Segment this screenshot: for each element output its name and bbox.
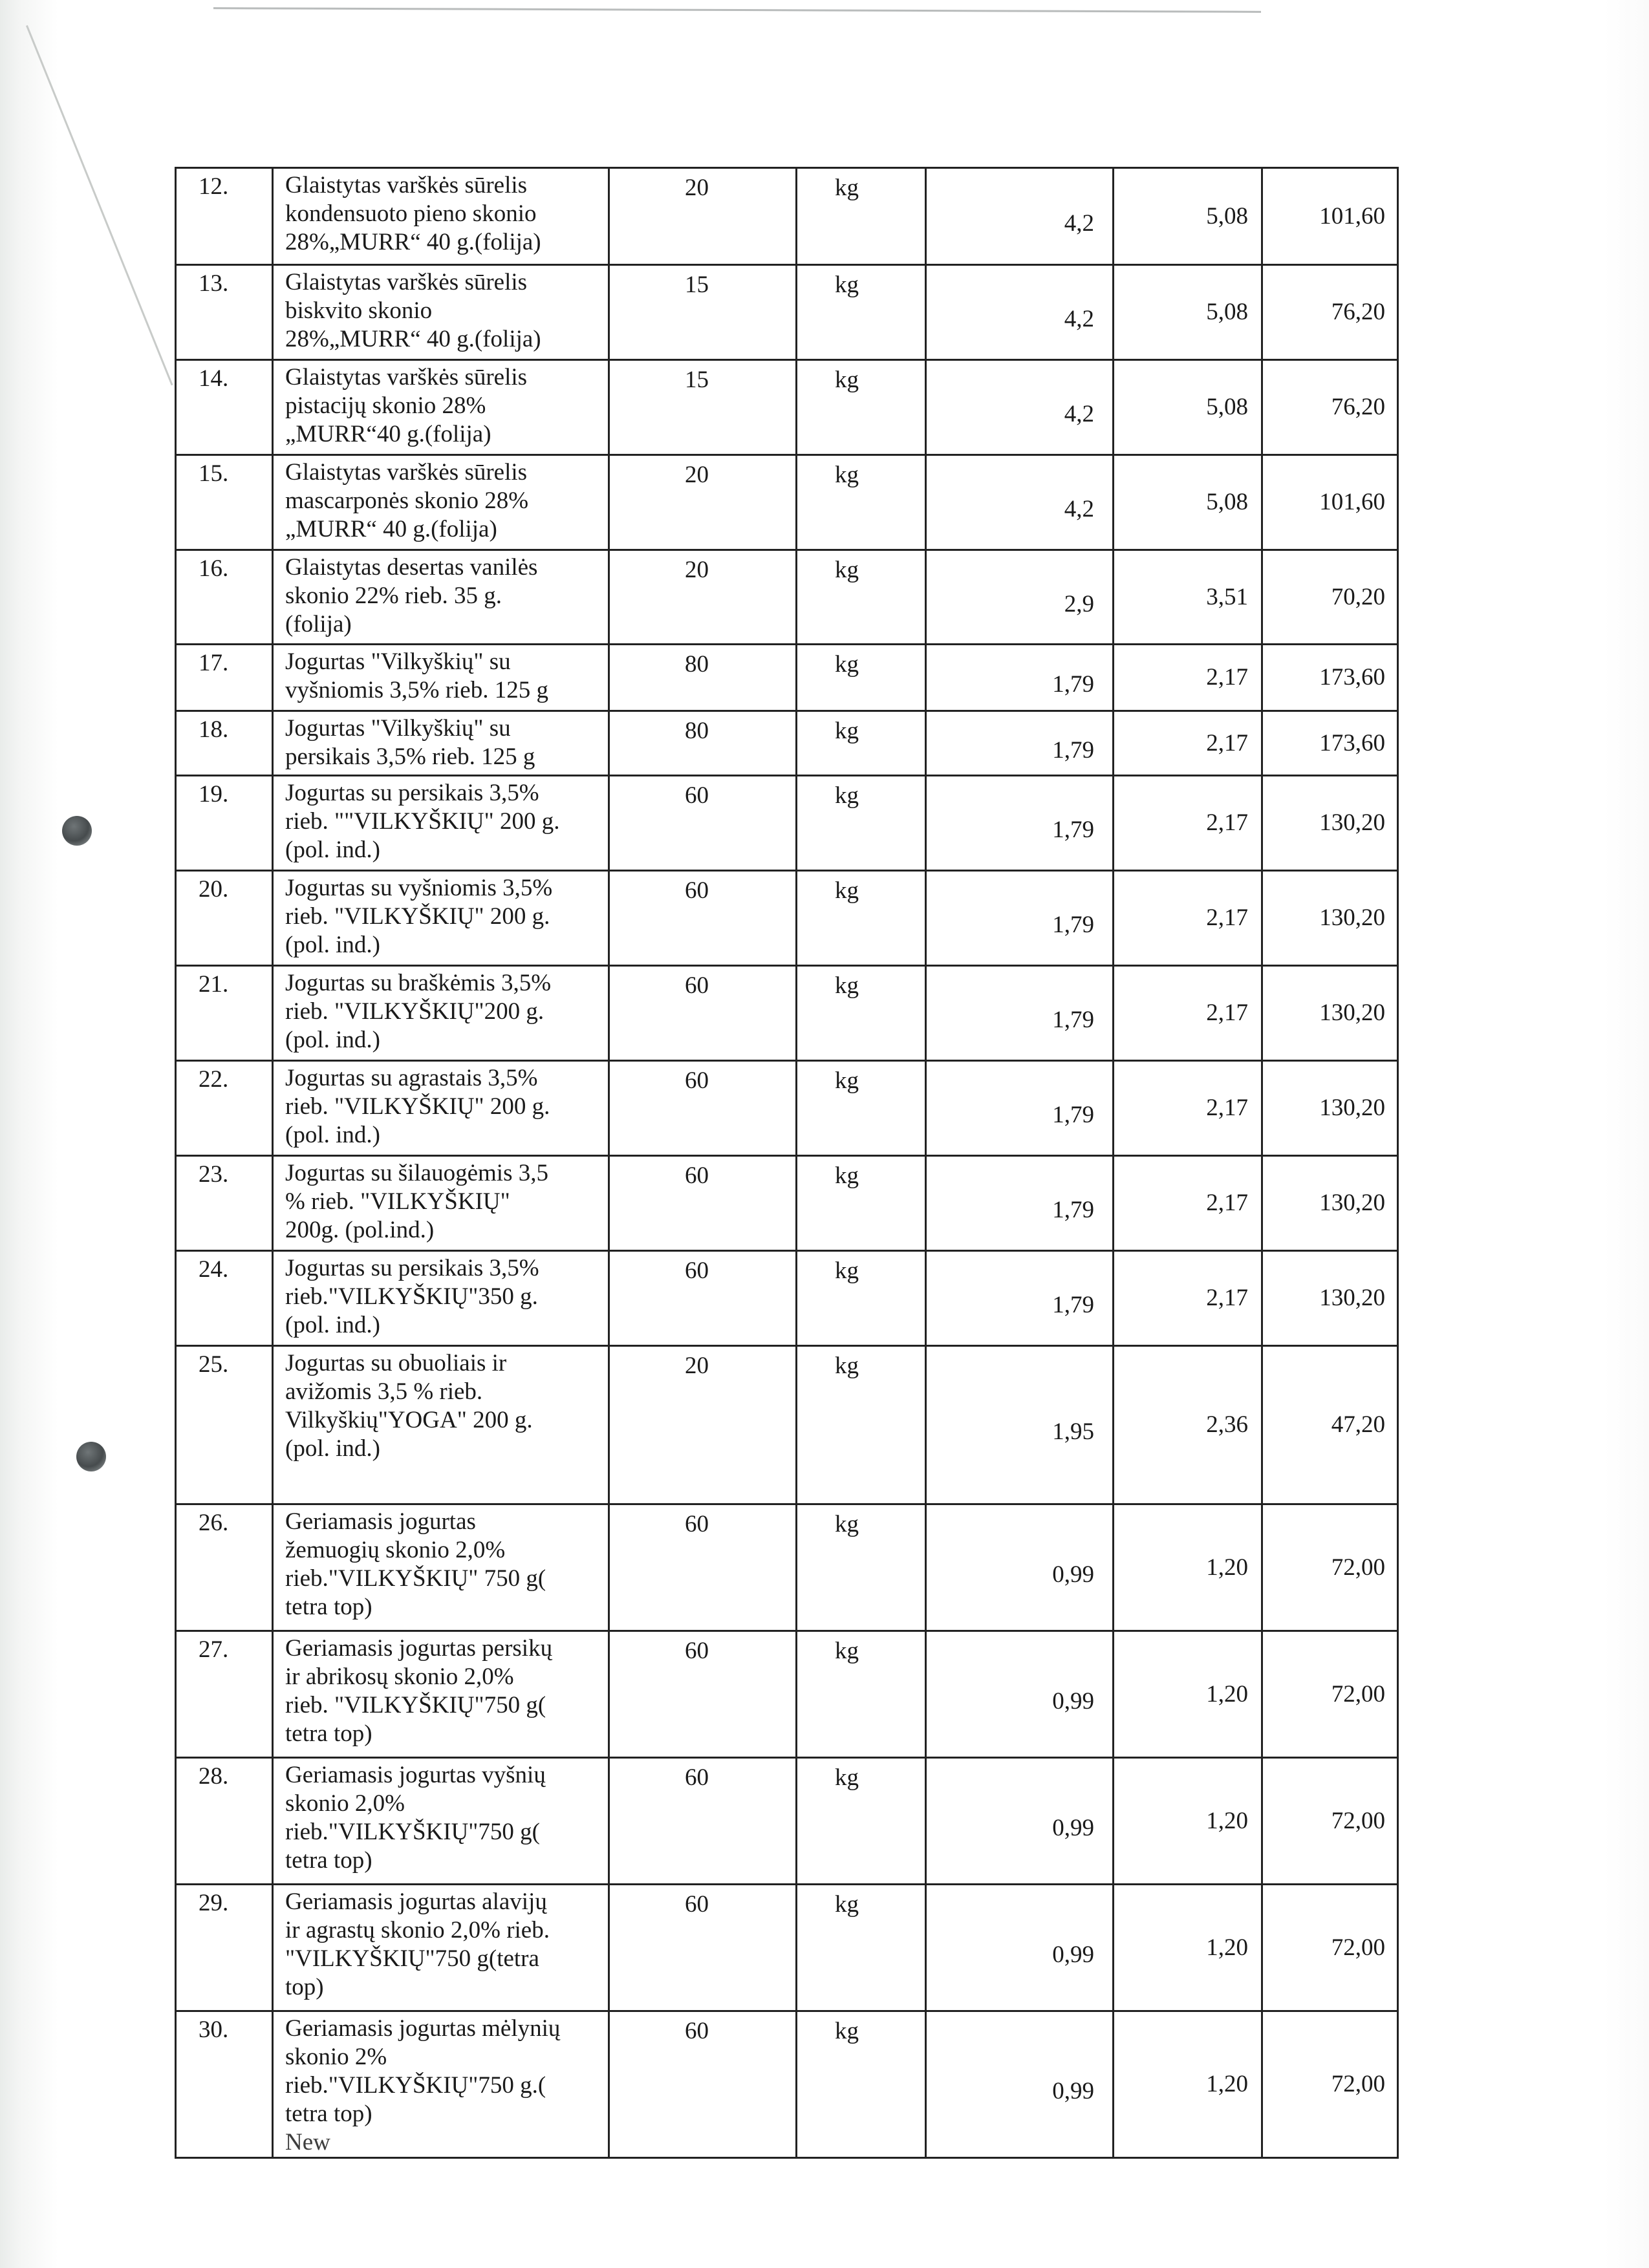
unit: kg [797, 360, 926, 455]
product-description-text: Jogurtas "Vilkyškių" su vyšniomis 3,5% rieb. 125 g [285, 648, 548, 703]
row-number: 12. [176, 168, 273, 265]
row-number: 14. [176, 360, 273, 455]
product-description [273, 711, 609, 776]
table-row [176, 455, 1398, 550]
unit: kg [797, 711, 926, 776]
unit-price: 1,79 [926, 966, 1114, 1061]
quantity: 20 [609, 550, 797, 645]
row-number: 26. [176, 1504, 273, 1631]
product-description-text: Glaistytas varškės sūrelis mascarponės skonio 28% „MURR“ 40 g.(folija) [285, 459, 529, 542]
table-row [176, 1251, 1398, 1346]
table-row [176, 2011, 1398, 2158]
unit-price: 4,2 [926, 455, 1114, 550]
price-with-vat: 5,08 [1114, 265, 1262, 360]
quantity: 60 [609, 1251, 797, 1346]
table-row [176, 550, 1398, 645]
row-number: 17. [176, 645, 273, 711]
row-number: 23. [176, 1156, 273, 1251]
quantity: 15 [609, 360, 797, 455]
unit: kg [797, 1251, 926, 1346]
product-description-text: Jogurtas su braškėmis 3,5% rieb. "VILKYŠKIŲ"200 g. (pol. ind.) [285, 970, 552, 1053]
product-description [273, 455, 609, 550]
price-with-vat: 1,20 [1114, 1631, 1262, 1758]
product-description-text: Jogurtas su šilauogėmis 3,5 % rieb. "VILKYŠKIŲ" 200g. (pol.ind.) [285, 1160, 548, 1243]
unit-price: 4,2 [926, 360, 1114, 455]
unit: kg [797, 871, 926, 966]
product-description-text: Jogurtas su persikais 3,5% rieb."VILKYŠKIŲ"350 g. (pol. ind.) [285, 1255, 539, 1338]
quantity: 80 [609, 711, 797, 776]
table-row [176, 168, 1398, 265]
unit: kg [797, 1156, 926, 1251]
table-row [176, 966, 1398, 1061]
scan-fold-line [26, 25, 173, 385]
unit-price: 4,2 [926, 168, 1114, 265]
total-amount: 130,20 [1262, 1156, 1398, 1251]
product-description-text: Glaistytas varškės sūrelis kondensuoto pieno skonio 28%„MURR“ 40 g.(folija) [285, 172, 541, 255]
table-row [176, 776, 1398, 871]
product-description-text: Geriamasis jogurtas žemuogių skonio 2,0% rieb."VILKYŠKIŲ" 750 g( tetra top) [285, 1508, 546, 1620]
punch-hole-icon [76, 1442, 106, 1471]
price-with-vat: 1,20 [1114, 1504, 1262, 1631]
quantity: 20 [609, 455, 797, 550]
unit-price: 0,99 [926, 1885, 1114, 2011]
row-number: 16. [176, 550, 273, 645]
row-number: 24. [176, 1251, 273, 1346]
unit: kg [797, 2011, 926, 2158]
quantity: 60 [609, 1061, 797, 1156]
product-description-text: Glaistytas desertas vanilės skonio 22% rieb. 35 g. (folija) [285, 554, 538, 637]
total-amount: 72,00 [1262, 1758, 1398, 1885]
row-number: 15. [176, 455, 273, 550]
quantity: 60 [609, 1758, 797, 1885]
total-amount: 173,60 [1262, 711, 1398, 776]
product-description [273, 1631, 609, 1758]
product-description [273, 1061, 609, 1156]
product-description [273, 265, 609, 360]
product-description [273, 1885, 609, 2011]
total-amount: 70,20 [1262, 550, 1398, 645]
product-description [273, 360, 609, 455]
product-description [273, 1346, 609, 1504]
price-with-vat: 5,08 [1114, 360, 1262, 455]
total-amount: 101,60 [1262, 455, 1398, 550]
quantity: 20 [609, 1346, 797, 1504]
row-number: 19. [176, 776, 273, 871]
row-number: 27. [176, 1631, 273, 1758]
total-amount: 130,20 [1262, 871, 1398, 966]
price-with-vat: 5,08 [1114, 168, 1262, 265]
row-number: 25. [176, 1346, 273, 1504]
unit-price: 1,79 [926, 871, 1114, 966]
unit-price: 1,79 [926, 1156, 1114, 1251]
total-amount: 130,20 [1262, 776, 1398, 871]
price-with-vat: 3,51 [1114, 550, 1262, 645]
product-description [273, 776, 609, 871]
unit-price: 0,99 [926, 1504, 1114, 1631]
table-row [176, 1885, 1398, 2011]
price-with-vat: 2,17 [1114, 1156, 1262, 1251]
product-description-text: Glaistytas varškės sūrelis pistacijų skonio 28% „MURR“40 g.(folija) [285, 364, 528, 447]
quantity: 60 [609, 1156, 797, 1251]
unit-price: 0,99 [926, 1631, 1114, 1758]
price-with-vat: 5,08 [1114, 455, 1262, 550]
price-with-vat: 2,17 [1114, 645, 1262, 711]
row-number: 30. [176, 2011, 273, 2158]
table-row [176, 871, 1398, 966]
table-row [176, 1061, 1398, 1156]
product-description [273, 1758, 609, 1885]
price-with-vat: 2,17 [1114, 1061, 1262, 1156]
product-description-text: Jogurtas su agrastais 3,5% rieb. "VILKYŠKIŲ" 200 g. (pol. ind.) [285, 1065, 550, 1148]
table-row [176, 1504, 1398, 1631]
row-number: 28. [176, 1758, 273, 1885]
product-description [273, 2011, 609, 2158]
product-description-text: Geriamasis jogurtas mėlynių skonio 2% rieb."VILKYŠKIŲ"750 g.( tetra top) [285, 2015, 561, 2127]
unit-price: 2,9 [926, 550, 1114, 645]
product-description-text: Geriamasis jogurtas persikų ir abrikosų skonio 2,0% rieb. "VILKYŠKIŲ"750 g( tetra top) [285, 1635, 553, 1747]
unit: kg [797, 966, 926, 1061]
row-number: 20. [176, 871, 273, 966]
quantity: 60 [609, 1504, 797, 1631]
unit: kg [797, 1885, 926, 2011]
total-amount: 76,20 [1262, 360, 1398, 455]
row-number: 18. [176, 711, 273, 776]
total-amount: 72,00 [1262, 1631, 1398, 1758]
unit: kg [797, 1504, 926, 1631]
table-row [176, 1156, 1398, 1251]
product-description-text: Jogurtas su obuoliais ir avižomis 3,5 % rieb. Vilkyškių"YOGA" 200 g. (pol. ind.) [285, 1350, 533, 1462]
unit: kg [797, 1061, 926, 1156]
total-amount: 72,00 [1262, 2011, 1398, 2158]
scan-edge-line [213, 7, 1261, 13]
row-number: 22. [176, 1061, 273, 1156]
row-number: 29. [176, 1885, 273, 2011]
unit: kg [797, 550, 926, 645]
row-number: 21. [176, 966, 273, 1061]
total-amount: 130,20 [1262, 966, 1398, 1061]
unit-price: 1,79 [926, 645, 1114, 711]
total-amount: 101,60 [1262, 168, 1398, 265]
new-tag: New [285, 2129, 330, 2156]
product-description [273, 550, 609, 645]
unit: kg [797, 265, 926, 360]
product-description [273, 168, 609, 265]
table-row [176, 711, 1398, 776]
total-amount: 130,20 [1262, 1061, 1398, 1156]
product-description [273, 966, 609, 1061]
product-description [273, 1156, 609, 1251]
product-description [273, 1504, 609, 1631]
quantity: 60 [609, 776, 797, 871]
price-with-vat: 2,17 [1114, 966, 1262, 1061]
price-with-vat: 2,17 [1114, 776, 1262, 871]
table-row [176, 1631, 1398, 1758]
table-row [176, 360, 1398, 455]
price-with-vat: 1,20 [1114, 1758, 1262, 1885]
unit: kg [797, 776, 926, 871]
price-with-vat: 1,20 [1114, 1885, 1262, 2011]
total-amount: 72,00 [1262, 1885, 1398, 2011]
product-description-text: Jogurtas su persikais 3,5% rieb. ""VILKYŠKIŲ" 200 g. (pol. ind.) [285, 780, 560, 863]
product-description-text: Jogurtas su vyšniomis 3,5% rieb. "VILKYŠKIŲ" 200 g. (pol. ind.) [285, 875, 553, 958]
unit: kg [797, 1631, 926, 1758]
product-description [273, 1251, 609, 1346]
quantity: 15 [609, 265, 797, 360]
unit: kg [797, 1346, 926, 1504]
product-description-text: Geriamasis jogurtas alavijų ir agrastų skonio 2,0% rieb. "VILKYŠKIŲ"750 g(tetra top) [285, 1888, 550, 2000]
product-description-text: Geriamasis jogurtas vyšnių skonio 2,0% rieb."VILKYŠKIŲ"750 g( tetra top) [285, 1762, 546, 1874]
table-row [176, 1346, 1398, 1504]
unit-price: 0,99 [926, 1758, 1114, 1885]
table-row [176, 645, 1398, 711]
unit: kg [797, 645, 926, 711]
total-amount: 72,00 [1262, 1504, 1398, 1631]
product-description [273, 871, 609, 966]
total-amount: 47,20 [1262, 1346, 1398, 1504]
product-description-text: Glaistytas varškės sūrelis biskvito skonio 28%„MURR“ 40 g.(folija) [285, 269, 541, 352]
price-with-vat: 2,17 [1114, 711, 1262, 776]
unit-price: 1,95 [926, 1346, 1114, 1504]
quantity: 60 [609, 871, 797, 966]
quantity: 80 [609, 645, 797, 711]
unit-price: 1,79 [926, 1061, 1114, 1156]
quantity: 20 [609, 168, 797, 265]
quantity: 60 [609, 966, 797, 1061]
product-price-table [175, 167, 1399, 2159]
punch-hole-icon [62, 816, 92, 846]
table-row [176, 265, 1398, 360]
total-amount: 130,20 [1262, 1251, 1398, 1346]
row-number: 13. [176, 265, 273, 360]
price-with-vat: 1,20 [1114, 2011, 1262, 2158]
quantity: 60 [609, 1631, 797, 1758]
unit-price: 1,79 [926, 711, 1114, 776]
unit-price: 0,99 [926, 2011, 1114, 2158]
unit-price: 4,2 [926, 265, 1114, 360]
quantity: 60 [609, 1885, 797, 2011]
total-amount: 173,60 [1262, 645, 1398, 711]
product-description-text: Jogurtas "Vilkyškių" su persikais 3,5% rieb. 125 g [285, 715, 535, 770]
price-with-vat: 2,17 [1114, 871, 1262, 966]
unit-price: 1,79 [926, 776, 1114, 871]
product-description [273, 645, 609, 711]
unit: kg [797, 455, 926, 550]
price-with-vat: 2,36 [1114, 1346, 1262, 1504]
price-with-vat: 2,17 [1114, 1251, 1262, 1346]
total-amount: 76,20 [1262, 265, 1398, 360]
unit: kg [797, 168, 926, 265]
unit: kg [797, 1758, 926, 1885]
table-row [176, 1758, 1398, 1885]
unit-price: 1,79 [926, 1251, 1114, 1346]
quantity: 60 [609, 2011, 797, 2158]
